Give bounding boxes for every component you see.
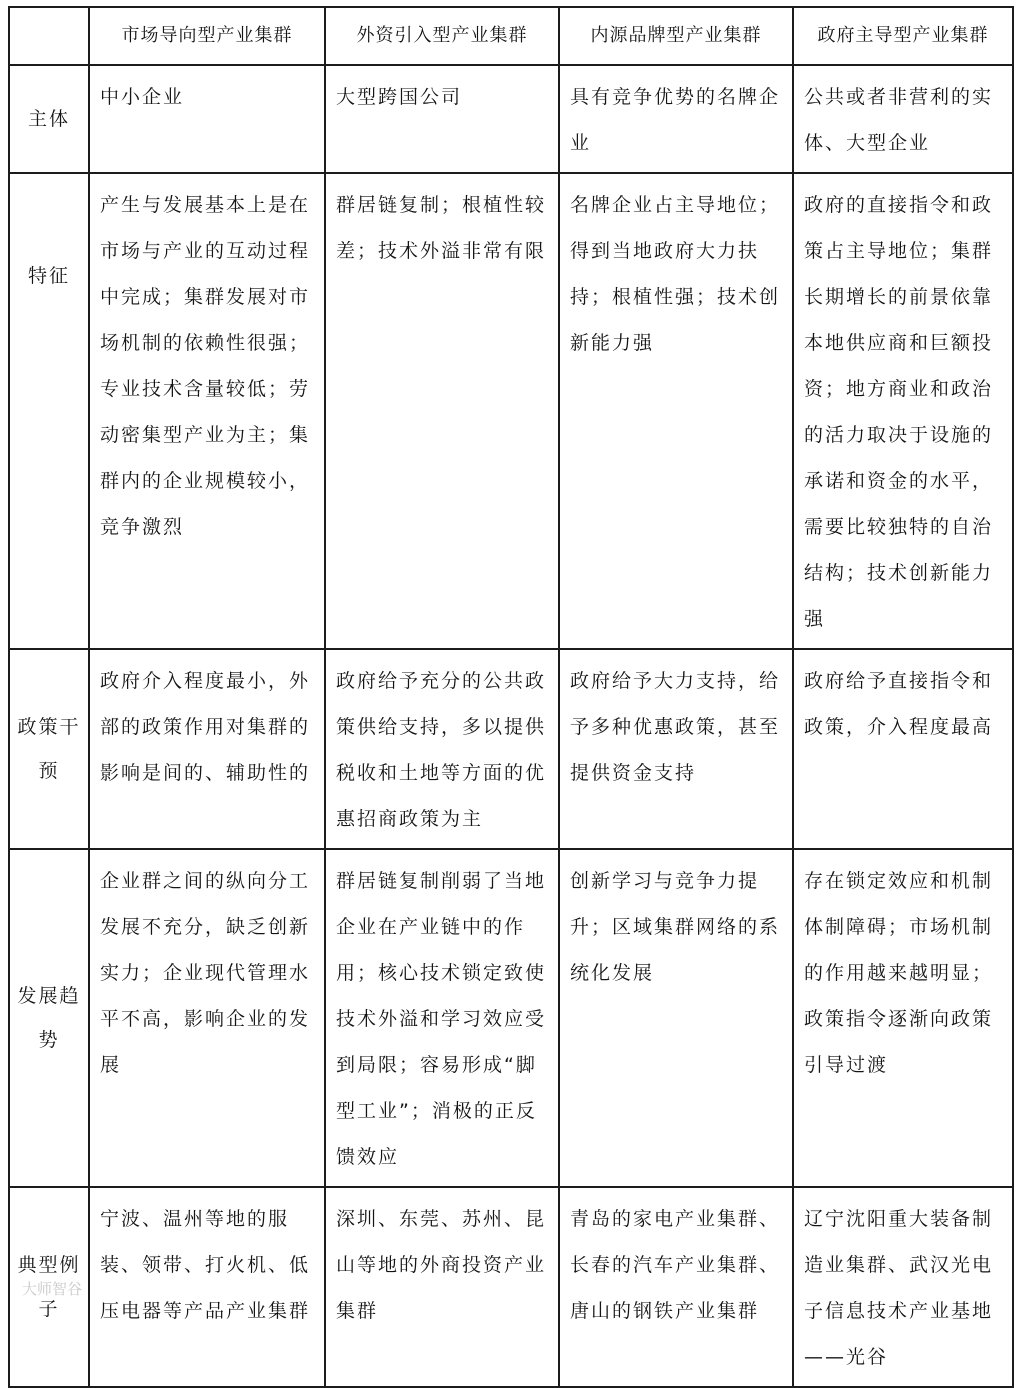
table-cell: 政府介入程度最小，外部的政策作用对集群的影响是间的、辅助性的: [89, 649, 325, 849]
header-row: [9, 7, 1013, 65]
table-cell: 企业群之间的纵向分工发展不充分，缺乏创新实力；企业现代管理水平不高，影响企业的发展: [89, 849, 325, 1187]
header-indigenous-brand: 内源品牌型产业集群: [559, 7, 793, 65]
corner-cell: [9, 7, 89, 65]
row-label: 发展趋势: [9, 849, 89, 1187]
table-cell: 宁波、温州等地的服装、领带、打火机、低压电器等产品产业集群: [89, 1187, 325, 1387]
table-row: [9, 649, 1013, 849]
table-cell: 青岛的家电产业集群、长春的汽车产业集群、唐山的钢铁产业集群: [559, 1187, 793, 1387]
row-label: 典型例子: [9, 1187, 89, 1387]
header-government-led: 政府主导型产业集群: [793, 7, 1013, 65]
table-cell: 群居链复制；根植性较差；技术外溢非常有限: [325, 173, 559, 649]
watermark: 大师智谷: [22, 1280, 83, 1298]
table-cell: 名牌企业占主导地位；得到当地政府大力扶持；根植性强；技术创新能力强: [559, 173, 793, 649]
table-row: [9, 1187, 1013, 1387]
table-row: [9, 65, 1013, 173]
row-label: 政策干预: [9, 649, 89, 849]
cluster-comparison-table: [8, 6, 1014, 1388]
table-cell: 政府的直接指令和政策占主导地位；集群长期增长的前景依靠本地供应商和巨额投资；地方商业和政治的活力取决于设施的承诺和资金的水平，需要比较独特的自治结构；技术创新能力强: [793, 173, 1013, 649]
table-cell: 政府给予直接指令和政策，介入程度最高: [793, 649, 1013, 849]
header-market-oriented: 市场导向型产业集群: [89, 7, 325, 65]
table-cell: 公共或者非营利的实体、大型企业: [793, 65, 1013, 173]
table-cell: 存在锁定效应和机制体制障碍；市场机制的作用越来越明显；政策指令逐渐向政策引导过渡: [793, 849, 1013, 1187]
table-cell: 政府给予充分的公共政策供给支持，多以提供税收和土地等方面的优惠招商政策为主: [325, 649, 559, 849]
table-cell: 群居链复制削弱了当地企业在产业链中的作用；核心技术锁定致使技术外溢和学习效应受到局限；容易形成“脚型工业”；消极的正反馈效应: [325, 849, 559, 1187]
table-cell: 具有竞争优势的名牌企业: [559, 65, 793, 173]
table-cell: 大型跨国公司: [325, 65, 559, 173]
table-row: [9, 849, 1013, 1187]
table-cell: 深圳、东莞、苏州、昆山等地的外商投资产业集群: [325, 1187, 559, 1387]
header-foreign-investment: 外资引入型产业集群: [325, 7, 559, 65]
table-row: [9, 173, 1013, 649]
table-cell: 辽宁沈阳重大装备制造业集群、武汉光电子信息技术产业基地——光谷: [793, 1187, 1013, 1387]
row-label: 主体: [9, 65, 89, 173]
table-cell: 产生与发展基本上是在市场与产业的互动过程中完成；集群发展对市场机制的依赖性很强；专业技术含量较低；劳动密集型产业为主；集群内的企业规模较小，竞争激烈: [89, 173, 325, 649]
row-label: 特征: [9, 173, 89, 649]
table-cell: 创新学习与竞争力提升；区域集群网络的系统化发展: [559, 849, 793, 1187]
table-cell: 中小企业: [89, 65, 325, 173]
table-cell: 政府给予大力支持，给予多种优惠政策，甚至提供资金支持: [559, 649, 793, 849]
